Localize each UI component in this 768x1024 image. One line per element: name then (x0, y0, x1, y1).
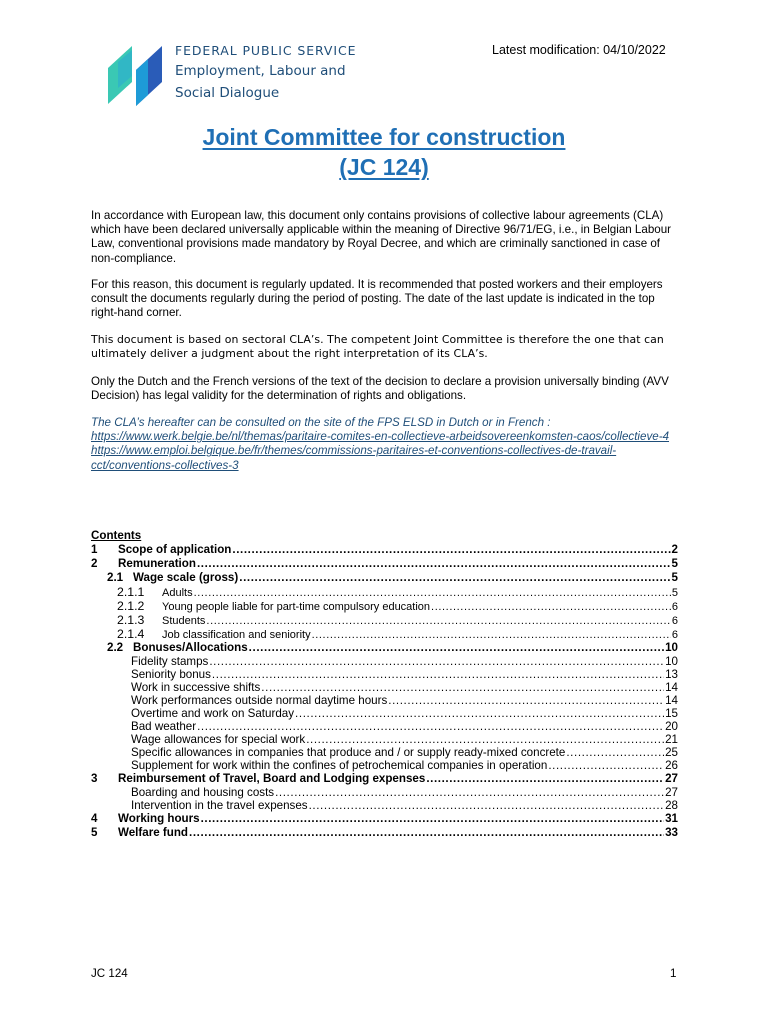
toc-entry[interactable]: Wage allowances for special work ..... 21 (91, 733, 678, 746)
toc-entry[interactable]: 2.2 Bonuses/Allocations ..... 10 (91, 641, 678, 655)
consult-paragraph (91, 416, 681, 473)
toc-entry[interactable]: 2.1.2 Young people liable for part-time compulsory education ..... 6 (91, 599, 678, 613)
contents-heading: Contents (91, 529, 142, 542)
toc-entry[interactable]: 5 Welfare fund ..... 33 (91, 826, 678, 840)
toc-entry[interactable]: 3 Reimbursement of Travel, Board and Lodging expenses ..... 27 (91, 772, 678, 786)
footer-document-label: JC 124 (91, 967, 128, 980)
intro-paragraph-3: This document is based on sectoral CLA’s. The competent Joint Committee is therefore the one that can ultimately deliver a judgment about the right interpretation of its CLA’s. (91, 333, 664, 361)
toc-entry[interactable]: 1 Scope of application ..... 2 (91, 543, 678, 557)
toc-entry[interactable]: 2.1.1 Adults ..... 5 (91, 585, 678, 599)
toc-entry[interactable]: Fidelity stamps ..... 10 (91, 655, 678, 668)
consult-text: The CLA’s hereafter can be consulted on the site of the FPS ELSD in Dutch or in French : (91, 416, 551, 429)
intro-paragraph-4: Only the Dutch and the French versions of the text of the decision to declare a provision universally binding (AVV Decision) has legal validity for the determination of rights and obligations. (91, 375, 669, 403)
toc-entry[interactable]: Supplement for work within the confines of petrochemical companies in operation ..... 26 (91, 759, 678, 772)
toc-entry[interactable]: Specific allowances in companies that produce and / or supply ready-mixed concrete ..... 25 (91, 746, 678, 759)
toc-entry[interactable]: 2.1.4 Job classification and seniority ..... 6 (91, 627, 678, 641)
organization-name (175, 42, 356, 104)
toc-entry[interactable]: Seniority bonus ..... 13 (91, 668, 678, 681)
org-line-2: Employment, Labour and (175, 63, 346, 79)
toc-entry[interactable]: 2 Remuneration ..... 5 (91, 557, 678, 571)
toc-entry[interactable]: 2.1 Wage scale (gross) ..... 5 (91, 571, 678, 585)
toc-entry[interactable]: Intervention in the travel expenses ..... 28 (91, 799, 678, 812)
toc-entry[interactable]: Work in successive shifts ..... 14 (91, 681, 678, 694)
page-number: 1 (670, 967, 677, 980)
toc-entry[interactable]: 2.1.3 Students ..... 6 (91, 613, 678, 627)
toc-entry[interactable]: Overtime and work on Saturday ..... 15 (91, 707, 678, 720)
document-title: Joint Committee for construction (202, 124, 566, 150)
org-line-3: Social Dialogue (175, 85, 280, 101)
toc-entry[interactable]: Work performances outside normal daytime hours ..... 14 (91, 694, 678, 707)
latest-modification: Latest modification: 04/10/2022 (492, 43, 666, 57)
intro-paragraph-1: In accordance with European law, this document only contains provisions of collective labour agreements (CLA) which have been declared universally applicable within the meaning of Directive 96/71/EG, i.e., in Belgian Labour Law, conventional provisions made mandatory by Royal Decree, and which are criminally sanctioned in case of non-compliance. (91, 209, 672, 265)
link-dutch[interactable]: https://www.werk.belgie.be/nl/themas/paritaire-comites-en-collectieve-arbeidsovereenkomsten-caos/collectieve-4 (91, 430, 670, 444)
toc-entry[interactable]: 4 Working hours ..... 31 (91, 812, 678, 826)
toc-list (91, 543, 678, 840)
intro-paragraph-2: For this reason, this document is regularly updated. It is recommended that posted workers and their employers consult the documents regularly during the period of posting. The date of the last update is indicated in the top right-hand corner. (91, 278, 663, 320)
org-line-1: FEDERAL PUBLIC SERVICE (175, 43, 357, 58)
toc-entry[interactable]: Boarding and housing costs ..... 27 (91, 786, 678, 799)
fps-logo (104, 42, 166, 110)
toc-entry[interactable]: Bad weather ..... 20 (91, 720, 678, 733)
document-subtitle: (JC 124) (339, 154, 429, 180)
table-of-contents (91, 529, 678, 840)
link-french[interactable]: https://www.emploi.belgique.be/fr/themes/commissions-paritaires-et-conventions-collectives-de-travail-cct/conventions-collectives-3 (91, 444, 617, 472)
